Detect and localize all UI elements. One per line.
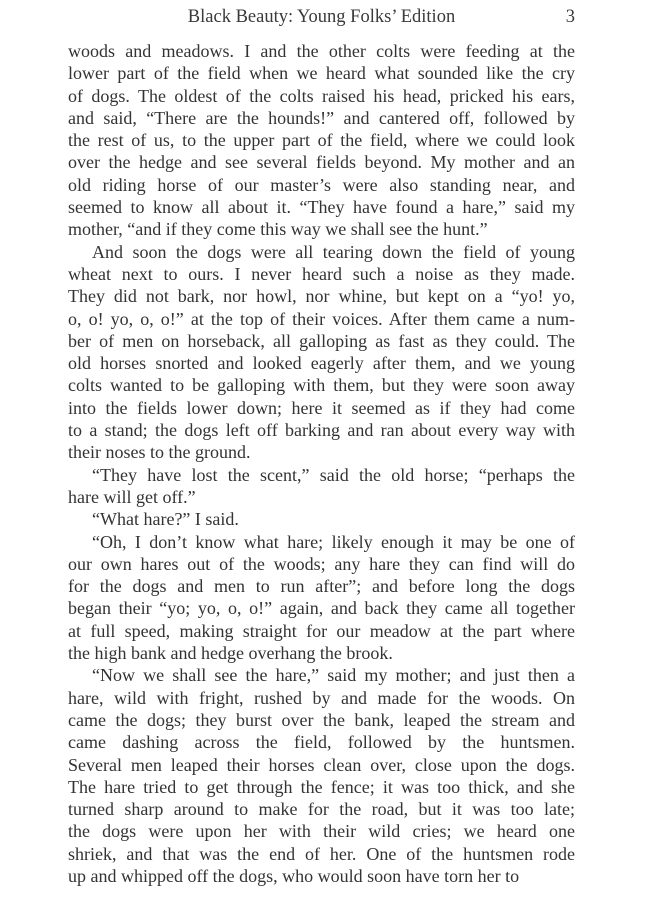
page-text xyxy=(68,40,575,887)
page-content xyxy=(68,0,575,903)
text-line: over the hedge and see several fields beyond. My mother and an xyxy=(68,152,575,173)
text-line: Several men leaped their horses clean over, close upon the dogs. xyxy=(68,754,575,775)
text-line: their noses to the ground. xyxy=(68,442,251,463)
text-line: “What hare?” I said. xyxy=(92,509,239,530)
text-line: the dogs were upon her with their wild cries; we heard one xyxy=(68,821,575,842)
text-line: of dogs. The oldest of the colts raised his head, pricked his ears, xyxy=(68,85,575,106)
text-line: ber of men on horseback, all galloping as fast as they could. The xyxy=(68,330,575,351)
paragraph xyxy=(68,664,575,887)
text-line: the high bank and hedge overhang the brook. xyxy=(68,643,393,664)
paragraph xyxy=(68,241,575,464)
running-head-title: Black Beauty: Young Folks’ Edition xyxy=(187,7,456,27)
text-line: old riding horse of our master’s were also standing near, and xyxy=(68,174,575,195)
text-line: old horses snorted and looked eagerly after them, and we young xyxy=(68,353,575,374)
text-line: “Now we shall see the hare,” said my mother; and just then a xyxy=(92,665,575,686)
text-line: our own hares out of the woods; any hare they can find will do xyxy=(68,553,575,574)
page-number: 3 xyxy=(565,7,575,27)
text-line: turned sharp around to make for the road, but it was too late; xyxy=(68,799,575,820)
text-line: to a stand; the dogs left off barking and ran about every way with xyxy=(68,420,575,441)
text-line: began their “yo; yo, o, o!” again, and back they came all together xyxy=(68,598,575,619)
text-line: mother, “and if they come this way we shall see the hunt.” xyxy=(68,219,488,240)
text-line: for the dogs and men to run after”; and before long the dogs xyxy=(68,576,575,597)
text-line: came dashing across the field, followed by the huntsmen. xyxy=(68,732,575,753)
text-line: hare will get off.” xyxy=(68,486,196,507)
text-line: the rest of us, to the upper part of the field, where we could look xyxy=(68,130,575,151)
text-line: And soon the dogs were all tearing down the field of young xyxy=(92,241,575,262)
text-line: colts wanted to be galloping with them, but they were soon away xyxy=(68,375,575,396)
text-line: shriek, and that was the end of her. One of the huntsmen rode xyxy=(68,843,575,864)
text-line: woods and meadows. I and the other colts were feeding at the xyxy=(68,41,575,61)
paragraph xyxy=(68,508,575,530)
text-line: lower part of the field when we heard what sounded like the cry xyxy=(68,63,575,84)
text-line: wheat next to ours. I never heard such a noise as they made. xyxy=(68,263,575,284)
paragraph xyxy=(68,464,575,509)
running-head xyxy=(68,5,575,29)
text-line: The hare tried to get through the fence; it was too thick, and she xyxy=(68,776,575,797)
text-line: into the fields lower down; here it seemed as if they had come xyxy=(68,397,575,418)
text-line: at full speed, making straight for our meadow at the part where xyxy=(68,620,575,641)
text-line: “They have lost the scent,” said the old horse; “perhaps the xyxy=(92,464,575,485)
text-line: o, o! yo, o, o!” at the top of their voices. After them came a num- xyxy=(68,308,575,329)
text-line: up and whipped off the dogs, who would soon have torn her to xyxy=(68,865,520,886)
text-line: seemed to know all about it. “They have found a hare,” said my xyxy=(68,197,575,218)
paragraph xyxy=(68,40,575,241)
text-line: came the dogs; they burst over the bank, leaped the stream and xyxy=(68,709,575,730)
text-line: and said, “There are the hounds!” and cantered off, followed by xyxy=(68,107,575,128)
text-line: hare, wild with fright, rushed by and made for the woods. On xyxy=(68,687,575,708)
text-line: They did not bark, nor howl, nor whine, but kept on a “yo! yo, xyxy=(68,286,575,307)
text-line: “Oh, I don’t know what hare; likely enough it may be one of xyxy=(92,531,575,552)
paragraph xyxy=(68,531,575,665)
